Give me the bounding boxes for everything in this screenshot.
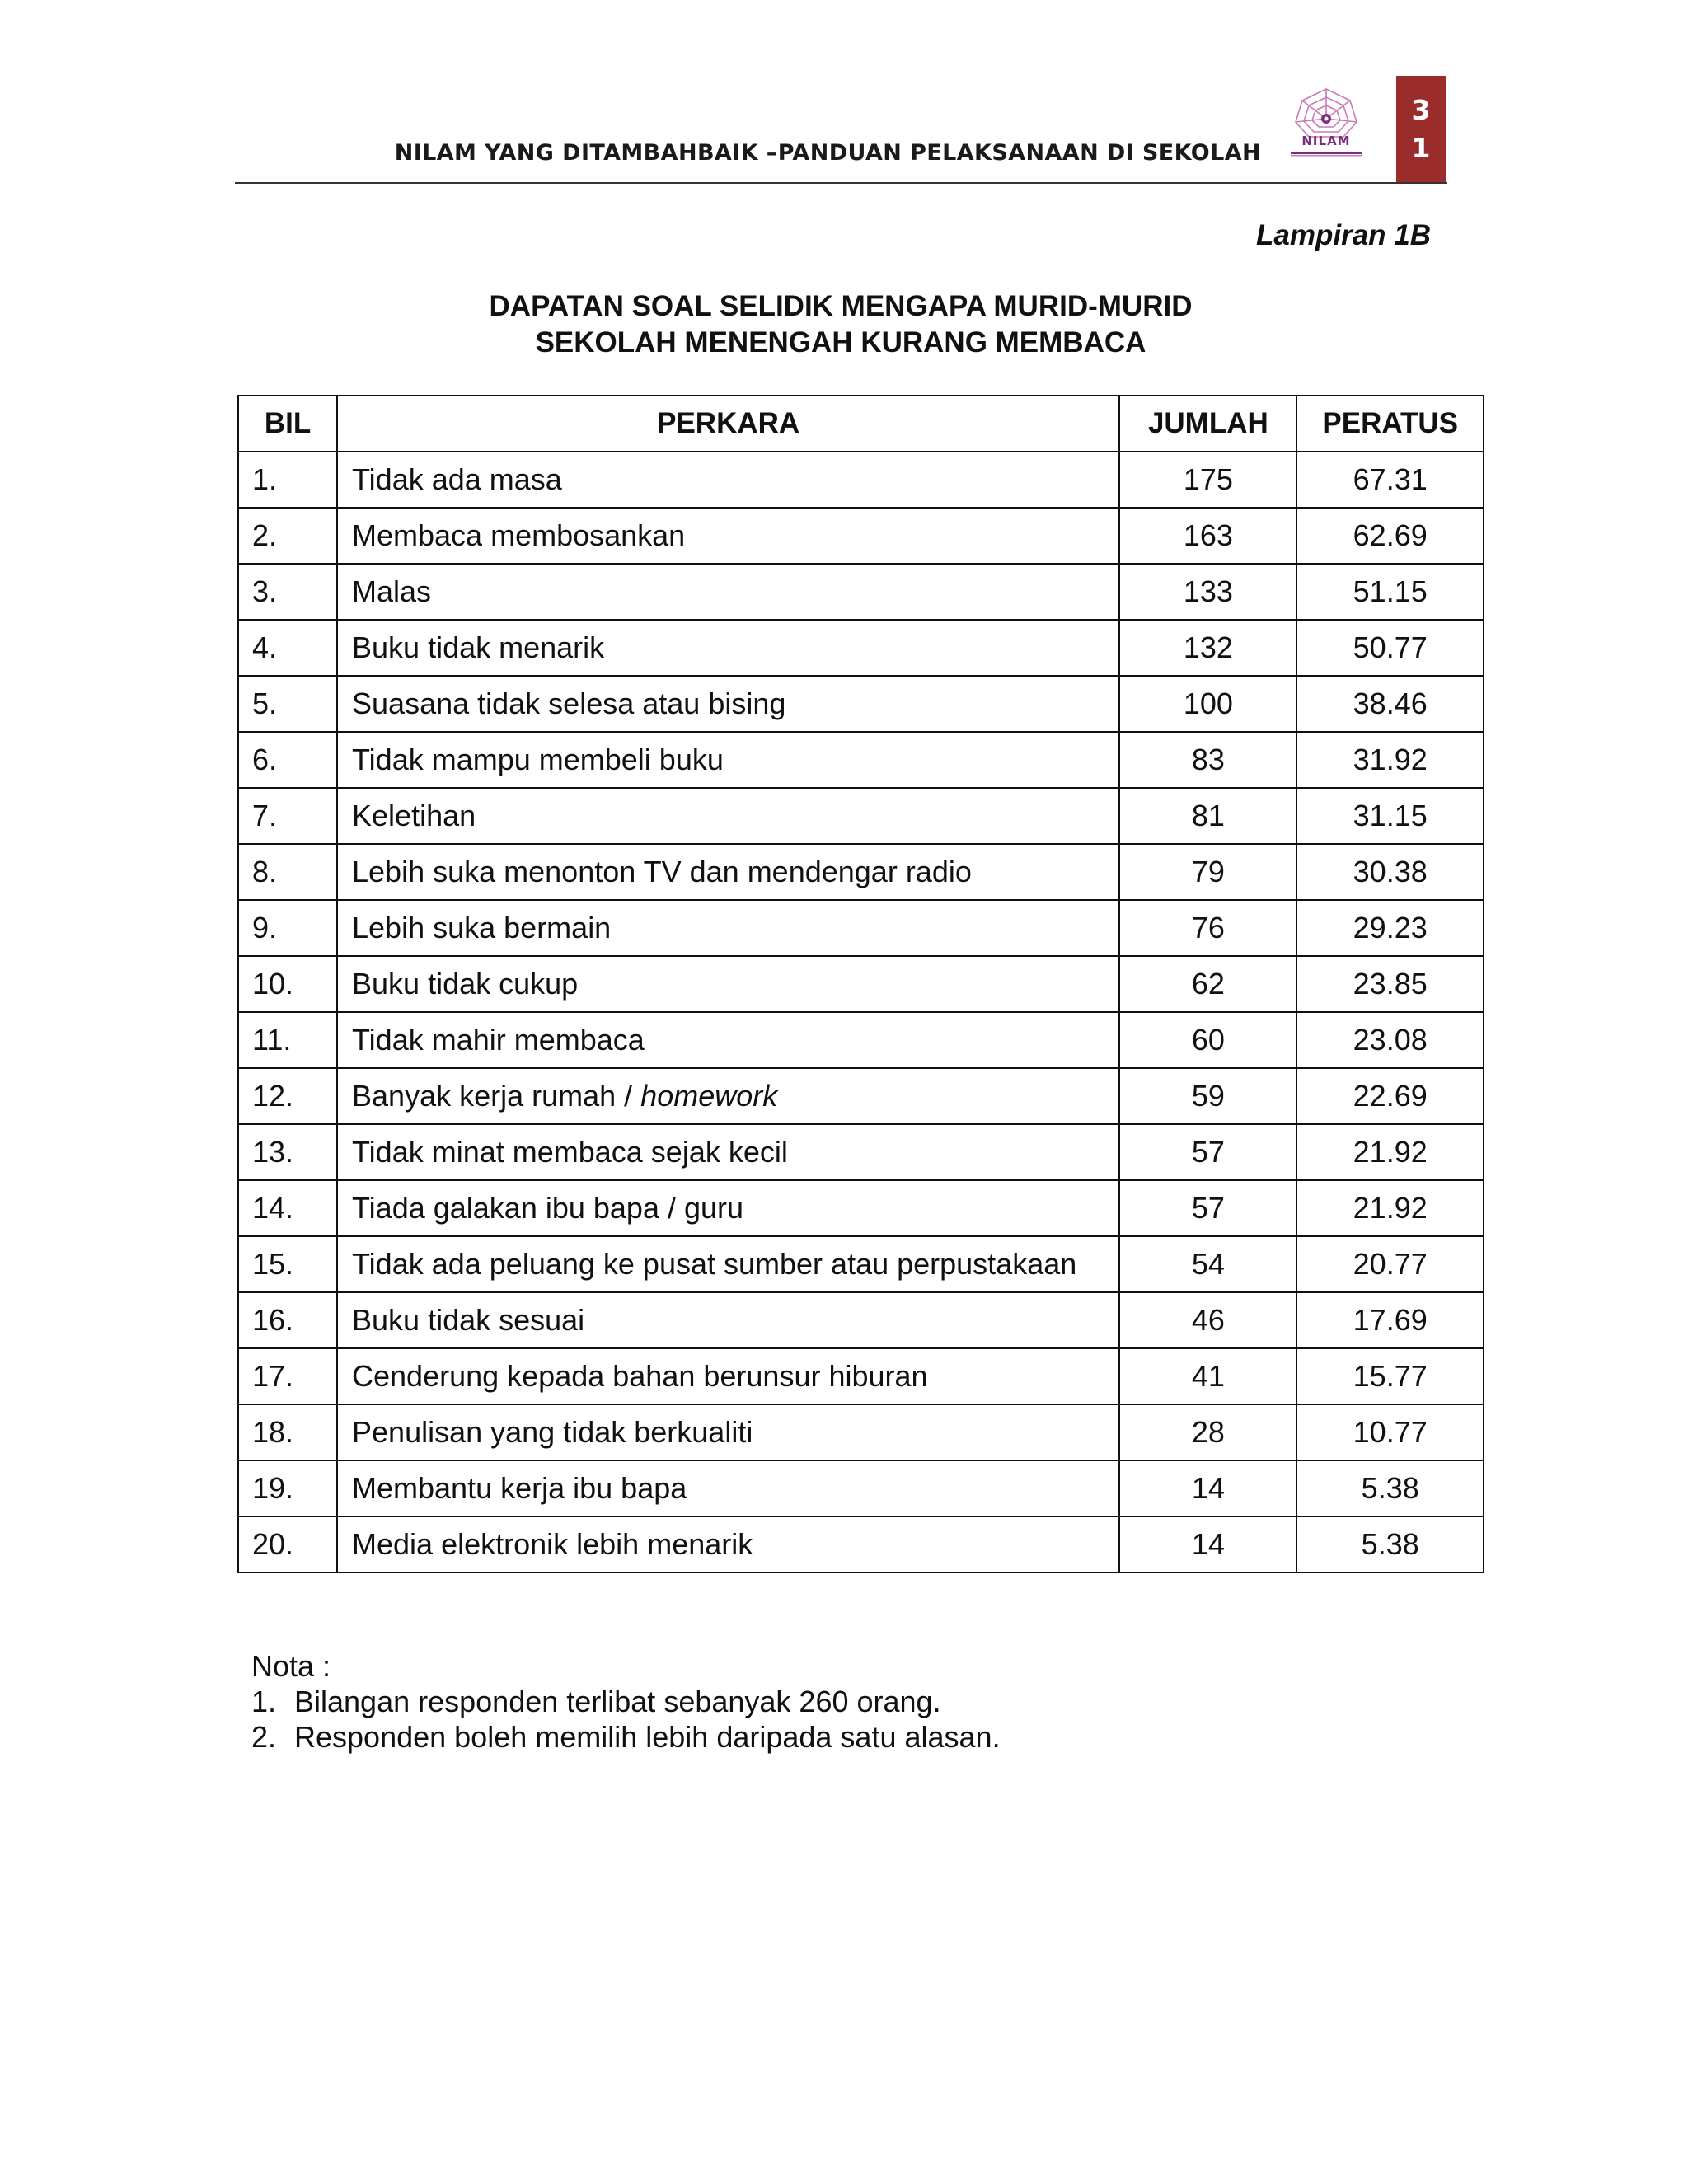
cell-perkara: Media elektronik lebih menarik — [337, 1516, 1119, 1572]
table-header-row — [238, 396, 1484, 452]
cell-perkara: Penulisan yang tidak berkualiti — [337, 1404, 1119, 1460]
cell-jumlah: 46 — [1119, 1292, 1296, 1348]
cell-bil: 20. — [238, 1516, 337, 1572]
cell-jumlah: 76 — [1119, 900, 1296, 956]
cell-peratus: 51.15 — [1296, 564, 1484, 620]
cell-perkara: Tidak ada peluang ke pusat sumber atau perpustakaan — [337, 1236, 1119, 1292]
cell-jumlah: 100 — [1119, 676, 1296, 732]
cell-bil: 6. — [238, 732, 337, 788]
table-row — [238, 676, 1484, 732]
running-header-title: NILAM YANG DITAMBAHBAIK –PANDUAN PELAKSANAAN DI SEKOLAH — [394, 140, 1261, 166]
cell-bil: 5. — [238, 676, 337, 732]
cell-jumlah: 57 — [1119, 1124, 1296, 1180]
cell-peratus: 10.77 — [1296, 1404, 1484, 1460]
table-row — [238, 1348, 1484, 1404]
cell-jumlah: 14 — [1119, 1460, 1296, 1516]
cell-jumlah: 14 — [1119, 1516, 1296, 1572]
cell-perkara: Keletihan — [337, 788, 1119, 844]
table-row — [238, 956, 1484, 1012]
cell-jumlah: 41 — [1119, 1348, 1296, 1404]
cell-bil: 4. — [238, 620, 337, 676]
cell-perkara: Lebih suka menonton TV dan mendengar radio — [337, 844, 1119, 900]
document-title — [346, 288, 1335, 361]
cell-bil: 15. — [238, 1236, 337, 1292]
table-row — [238, 732, 1484, 788]
cell-peratus: 50.77 — [1296, 620, 1484, 676]
table-row — [238, 564, 1484, 620]
cell-peratus: 30.38 — [1296, 844, 1484, 900]
cell-perkara: Membantu kerja ibu bapa — [337, 1460, 1119, 1516]
note-item — [251, 1719, 1001, 1755]
cell-jumlah: 62 — [1119, 956, 1296, 1012]
table-row — [238, 1236, 1484, 1292]
cell-perkara — [337, 1068, 1119, 1124]
cell-peratus: 20.77 — [1296, 1236, 1484, 1292]
table-row — [238, 452, 1484, 508]
cell-perkara: Lebih suka bermain — [337, 900, 1119, 956]
cell-bil: 17. — [238, 1348, 337, 1404]
cell-perkara: Buku tidak menarik — [337, 620, 1119, 676]
notes-section — [251, 1648, 1001, 1755]
note-number: 1. — [251, 1685, 277, 1718]
note-text: Responden boleh memilih lebih daripada satu alasan. — [294, 1720, 1001, 1754]
cell-perkara: Tidak ada masa — [337, 452, 1119, 508]
cell-bil: 16. — [238, 1292, 337, 1348]
cell-perkara: Tidak mahir membaca — [337, 1012, 1119, 1068]
table-body — [238, 452, 1484, 1572]
cell-peratus: 22.69 — [1296, 1068, 1484, 1124]
cell-bil: 3. — [238, 564, 337, 620]
cell-bil: 9. — [238, 900, 337, 956]
table-row — [238, 1460, 1484, 1516]
table-row — [238, 508, 1484, 564]
cell-perkara: Buku tidak sesuai — [337, 1292, 1119, 1348]
page-number-digit: 3 — [1411, 94, 1431, 126]
table-row — [238, 844, 1484, 900]
header-jumlah: JUMLAH — [1119, 396, 1296, 452]
cell-peratus: 31.15 — [1296, 788, 1484, 844]
note-text: Bilangan responden terlibat sebanyak 260 orang. — [294, 1685, 941, 1718]
header-perkara: PERKARA — [337, 396, 1119, 452]
cell-perkara: Suasana tidak selesa atau bising — [337, 676, 1119, 732]
cell-bil: 1. — [238, 452, 337, 508]
logo-underline-icon — [1291, 152, 1362, 157]
cell-peratus: 38.46 — [1296, 676, 1484, 732]
table-row — [238, 1180, 1484, 1236]
table-row — [238, 1404, 1484, 1460]
cell-bil: 11. — [238, 1012, 337, 1068]
cell-bil: 12. — [238, 1068, 337, 1124]
cell-bil: 19. — [238, 1460, 337, 1516]
cell-jumlah: 83 — [1119, 732, 1296, 788]
cell-jumlah: 28 — [1119, 1404, 1296, 1460]
cell-jumlah: 57 — [1119, 1180, 1296, 1236]
survey-results-table — [237, 395, 1484, 1573]
cell-bil: 18. — [238, 1404, 337, 1460]
cell-peratus: 67.31 — [1296, 452, 1484, 508]
table-row — [238, 788, 1484, 844]
title-line: DAPATAN SOAL SELIDIK MENGAPA MURID-MURID — [489, 290, 1193, 322]
cell-peratus: 62.69 — [1296, 508, 1484, 564]
page-number-digit: 1 — [1411, 132, 1431, 164]
cell-bil: 13. — [238, 1124, 337, 1180]
table-row — [238, 620, 1484, 676]
cell-perkara: Membaca membosankan — [337, 508, 1119, 564]
header-bil: BIL — [238, 396, 337, 452]
cell-peratus: 5.38 — [1296, 1516, 1484, 1572]
cell-bil: 2. — [238, 508, 337, 564]
cell-peratus: 31.92 — [1296, 732, 1484, 788]
cell-jumlah: 60 — [1119, 1012, 1296, 1068]
cell-jumlah: 175 — [1119, 452, 1296, 508]
title-line: SEKOLAH MENENGAH KURANG MEMBACA — [535, 326, 1146, 359]
cell-jumlah: 59 — [1119, 1068, 1296, 1124]
table-row — [238, 1068, 1484, 1124]
logo-wordmark: NILAM — [1301, 134, 1351, 148]
header-peratus: PERATUS — [1296, 396, 1484, 452]
note-number: 2. — [251, 1720, 277, 1754]
cell-peratus: 29.23 — [1296, 900, 1484, 956]
cell-perkara: Tidak minat membaca sejak kecil — [337, 1124, 1119, 1180]
cell-perkara: Cenderung kepada bahan berunsur hiburan — [337, 1348, 1119, 1404]
cell-perkara: Tidak mampu membeli buku — [337, 732, 1119, 788]
cell-jumlah: 133 — [1119, 564, 1296, 620]
header-divider — [235, 182, 1447, 184]
appendix-label: Lampiran 1B — [1256, 219, 1431, 251]
table-row — [238, 1516, 1484, 1572]
cell-perkara-text: Banyak kerja rumah / — [352, 1079, 641, 1113]
cell-bil: 7. — [238, 788, 337, 844]
cell-peratus: 15.77 — [1296, 1348, 1484, 1404]
cell-bil: 10. — [238, 956, 337, 1012]
cell-jumlah: 132 — [1119, 620, 1296, 676]
note-item — [251, 1684, 1001, 1719]
cell-bil: 8. — [238, 844, 337, 900]
cell-peratus: 17.69 — [1296, 1292, 1484, 1348]
cell-peratus: 23.08 — [1296, 1012, 1484, 1068]
nilam-logo — [1281, 86, 1372, 165]
cell-bil: 14. — [238, 1180, 337, 1236]
table-row — [238, 900, 1484, 956]
cell-jumlah: 81 — [1119, 788, 1296, 844]
cell-peratus: 21.92 — [1296, 1124, 1484, 1180]
cell-perkara: Malas — [337, 564, 1119, 620]
cell-jumlah: 79 — [1119, 844, 1296, 900]
cell-peratus: 23.85 — [1296, 956, 1484, 1012]
cell-jumlah: 54 — [1119, 1236, 1296, 1292]
table-row — [238, 1292, 1484, 1348]
notes-label: Nota : — [251, 1649, 331, 1683]
cell-jumlah: 163 — [1119, 508, 1296, 564]
table-row — [238, 1012, 1484, 1068]
cell-perkara-italic: homework — [640, 1079, 778, 1113]
table-row — [238, 1124, 1484, 1180]
cell-perkara: Tiada galakan ibu bapa / guru — [337, 1180, 1119, 1236]
cell-peratus: 5.38 — [1296, 1460, 1484, 1516]
cell-perkara: Buku tidak cukup — [337, 956, 1119, 1012]
cell-peratus: 21.92 — [1296, 1180, 1484, 1236]
page-number-tab — [1396, 76, 1446, 183]
